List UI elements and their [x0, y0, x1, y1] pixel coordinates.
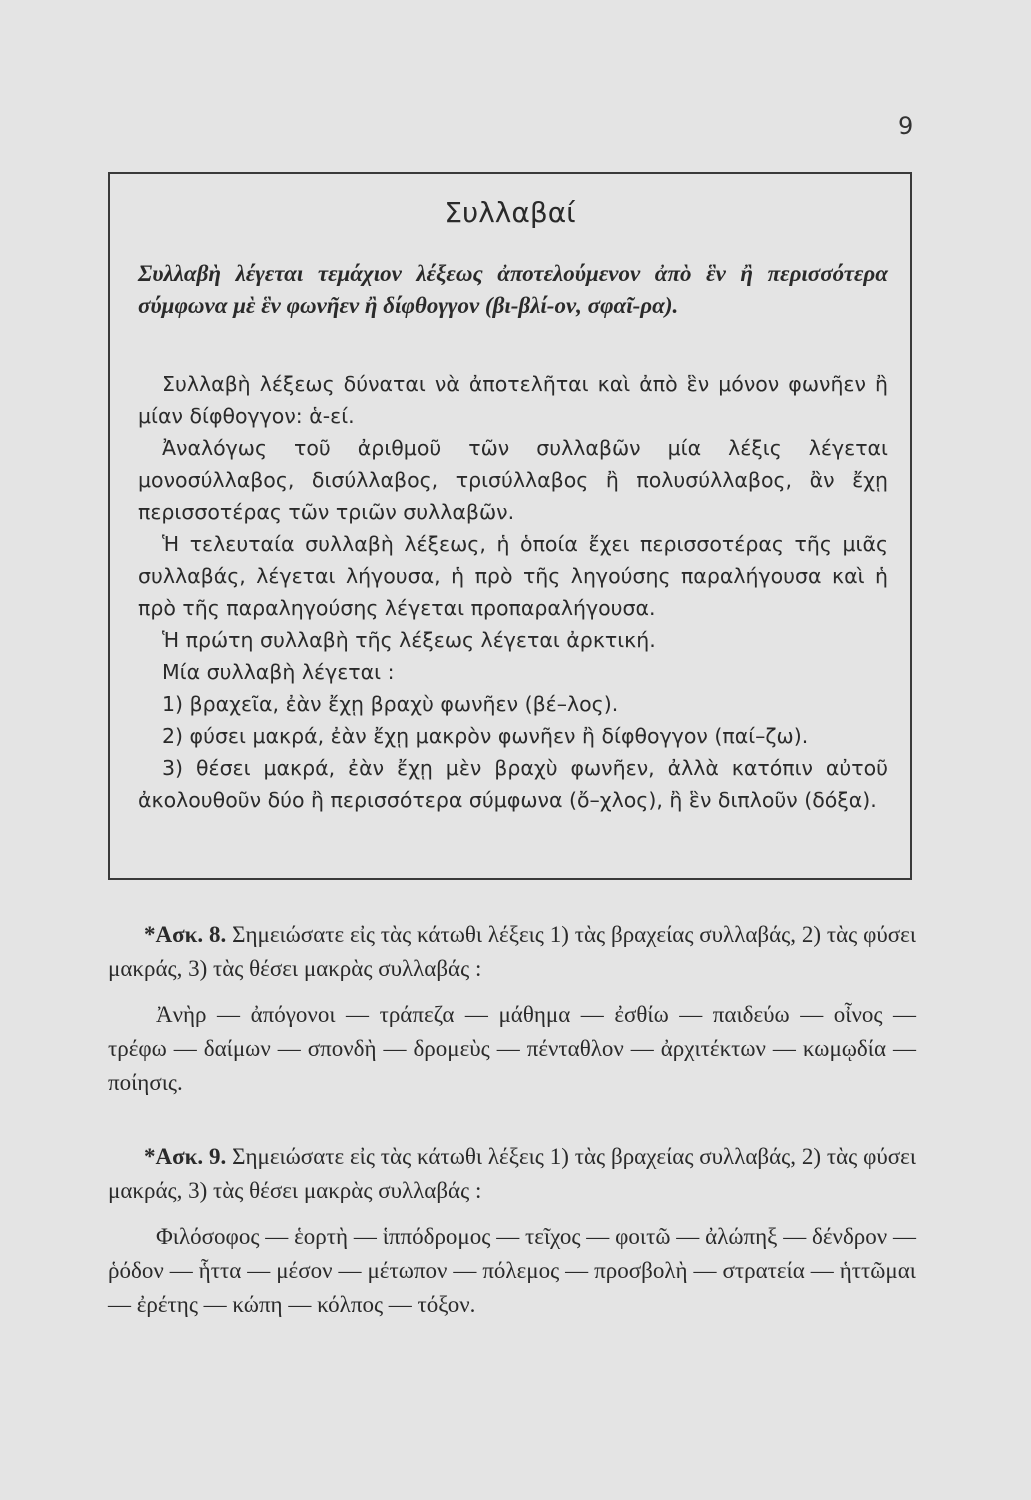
paragraph-long-by-nature: 2) φύσει μακρά, ἐὰν ἔχῃ μακρὸν φωνῆεν ἢ δίφθογγον (παί–ζω). [162, 724, 809, 748]
paragraph-short-syllable: 1) βραχεῖα, ἐὰν ἔχῃ βραχὺ φωνῆεν (βέ–λος). [162, 692, 619, 716]
paragraph-single-vowel: Συλλαβὴ λέξεως δύναται νὰ ἀποτελῆται καὶ ἀπὸ ἓν μόνον φωνῆεν ἢ μίαν δίφθογγον: ἁ-εί. [138, 372, 888, 428]
paragraph-long-by-position: 3) θέσει μακρά, ἐὰν ἔχῃ μὲν βραχὺ φωνῆεν, ἀλλὰ κατόπιν αὐτοῦ ἀκολουθοῦν δύο ἢ περισσότερα σύμφωνα (ὄ–χλος), ἢ ἓν διπλοῦν (δόξα). [138, 756, 888, 812]
theory-paragraphs [138, 368, 888, 816]
exercise-9 [108, 1140, 916, 1322]
exercise-8 [108, 918, 916, 1100]
exercise-8-instruction [108, 918, 916, 986]
exercise-8-label: *Ασκ. 8. [144, 922, 227, 947]
exercise-8-words: Ἀνὴρ — ἀπόγονοι — τράπεζα — μάθημα — ἐσθίω — παιδεύω — οἶνος — τρέφω — δαίμων — σπονδὴ — δρομεὺς — πένταθλον — ἀρχιτέκτων — κωμῳδία — ποίησις. [108, 1002, 916, 1095]
paragraph-last-syllables: Ἡ τελευταία συλλαβὴ λέξεως, ἡ ὁποία ἔχει περισσοτέρας τῆς μιᾶς συλλαβάς, λέγεται λήγουσα, ἡ πρὸ τῆς ληγούσης παραλήγουσα καὶ ἡ πρὸ τῆς παραληγούσης λέγεται προπαραλήγουσα. [138, 532, 888, 620]
section-title: Συλλαβαί [444, 196, 576, 229]
paragraph-syllable-count: Ἀναλόγως τοῦ ἀριθμοῦ τῶν συλλαβῶν μία λέξις λέγεται μονοσύλλαβος, δισύλλαβος, τρισύλλαβος ἢ πολυσύλλαβος, ἂν ἔχῃ περισσοτέρας τῶν τριῶν συλλαβῶν. [138, 436, 888, 524]
definition-text: Συλλαβὴ λέγεται τεμάχιον λέξεως ἀποτελούμενον ἀπὸ ἓν ἢ περισσότερα σύμφωνα μὲ ἓν φωνῆεν ἢ δίφθογγον (βι-βλί-ον, σφαῖ-ρα). [138, 261, 888, 318]
page-number: 9 [898, 112, 914, 140]
exercise-9-instruction [108, 1140, 916, 1208]
exercise-8-text: Σημειώσατε εἰς τὰς κάτωθι λέξεις 1) τὰς βραχείας συλλαβάς, 2) τὰς φύσει μακράς, 3) τὰς θέσει μακρὰς συλλαβάς : [108, 922, 917, 981]
exercise-9-text: Σημειώσατε εἰς τὰς κάτωθι λέξεις 1) τὰς βραχείας συλλαβάς, 2) τὰς φύσει μακράς, 3) τὰς θέσει μακρὰς συλλαβάς : [108, 1144, 917, 1203]
paragraph-first-syllable: Ἡ πρώτη συλλαβὴ τῆς λέξεως λέγεται ἀρκτική. [162, 628, 656, 652]
exercise-9-words: Φιλόσοφος — ἑορτὴ — ἱππόδρομος — τεῖχος — φοιτῶ — ἀλώπηξ — δένδρον — ῥόδον — ἧττα — μέσον — μέτωπον — πόλεμος — προσβολὴ — στρατεία — ἡττῶμαι — ἐρέτης — κώπη — κόλπος — τόξον. [108, 1224, 916, 1317]
exercise-9-label: *Ασκ. 9. [144, 1144, 227, 1169]
paragraph-syllable-types-intro: Μία συλλαβὴ λέγεται : [162, 660, 395, 684]
